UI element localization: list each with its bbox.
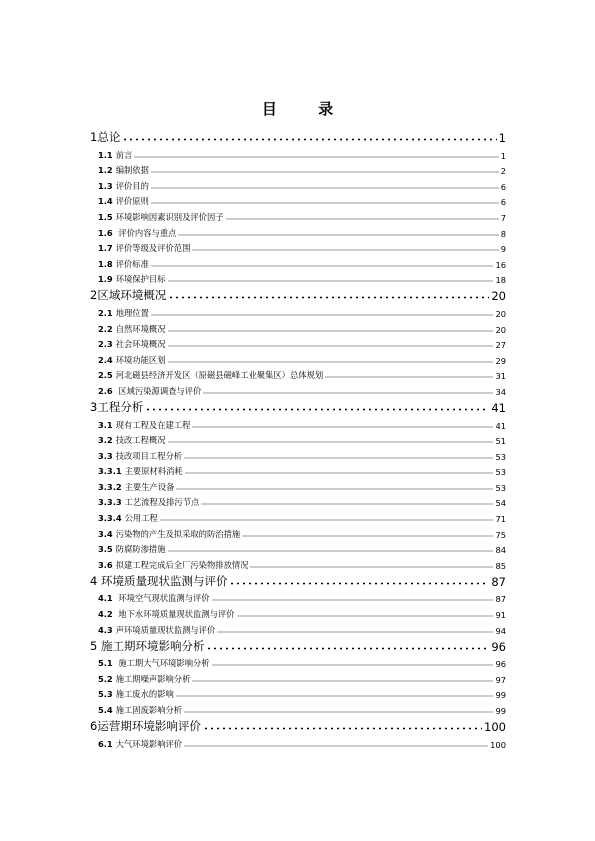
toc-dot-leader (242, 531, 493, 537)
toc-dot-leader (160, 515, 494, 521)
toc-page-number: 41 (491, 400, 506, 415)
toc-entry-number: 2.5 (98, 370, 113, 381)
toc-entry-number: 5 (90, 638, 98, 653)
toc-entry-number: 3.3.2 (98, 481, 122, 492)
toc-entry-text (90, 434, 166, 446)
toc-chapter-entry[interactable] (90, 127, 506, 145)
toc-entry-text (90, 180, 149, 192)
toc-dot-leader (151, 198, 499, 204)
toc-section-entry[interactable] (90, 446, 506, 462)
toc-section-entry[interactable] (90, 604, 506, 620)
toc-dot-leader (168, 357, 494, 363)
toc-entry-title: 评价等级及评价范围 (115, 243, 191, 254)
toc-entry-title: 评价内容与重点 (115, 227, 177, 238)
toc-entry-text (90, 195, 149, 207)
toc-entry-text (90, 419, 190, 431)
toc-entry-text (90, 528, 240, 540)
toc-chapter-entry[interactable] (90, 397, 506, 415)
toc-page-number: 100 (484, 720, 506, 734)
toc-entry-title: 大气环境影响评价 (115, 738, 183, 749)
toc-entry-number: 5.2 (98, 673, 113, 684)
toc-section-entry[interactable] (90, 415, 506, 431)
toc-entry-title: 评价目的 (115, 180, 149, 191)
toc-page-number: 87 (491, 574, 506, 589)
toc-entry-text (90, 543, 166, 555)
toc-section-entry[interactable] (90, 589, 506, 605)
toc-dot-leader (192, 245, 498, 251)
toc-dot-leader (168, 326, 494, 332)
toc-dot-leader (134, 152, 498, 158)
toc-entry-number: 2.4 (98, 354, 113, 365)
toc-page-number: 53 (495, 482, 506, 493)
toc-entry-title: 施工期噪声影响分析 (115, 673, 191, 684)
toc-entry-number: 1.4 (98, 196, 113, 207)
toc-page-number: 54 (495, 498, 506, 509)
toc-dot-leader (184, 707, 493, 713)
toc-entry-number: 1.3 (98, 180, 113, 191)
toc-section-entry[interactable] (90, 145, 506, 161)
toc-dot-leader (192, 422, 493, 428)
toc-entry-number: 2.3 (98, 339, 113, 350)
toc-page-number: 100 (490, 739, 506, 750)
toc-entry-title: 运营期环境影响评价 (97, 719, 201, 733)
toc-section-entry[interactable] (90, 734, 506, 750)
toc-page-number: 27 (495, 340, 506, 351)
toc-section-entry[interactable] (90, 555, 506, 571)
toc-dot-leader (176, 691, 494, 697)
toc-page-number: 84 (495, 545, 506, 556)
toc-dot-leader (178, 230, 498, 236)
toc-entry-number: 3.3.4 (98, 513, 122, 524)
toc-dot-leader (151, 310, 494, 316)
toc-entry-text (90, 624, 215, 636)
toc-page-number: 20 (495, 308, 506, 319)
toc-entry-title: 区域污染源调查与评价 (115, 385, 202, 396)
toc-entry-title: 地下水环境质量现状监测与评价 (115, 609, 235, 620)
toc-entry-number: 3.3.1 (98, 466, 122, 477)
toc-section-entry[interactable] (90, 335, 506, 351)
toc-page-number: 6 (500, 181, 506, 192)
toc-page-number: 2 (500, 166, 506, 177)
toc-entry-number: 4.2 (98, 609, 113, 620)
toc-entry-text (90, 164, 149, 176)
toc-page-number: 99 (495, 706, 506, 716)
toc-section-entry[interactable] (90, 685, 506, 701)
toc-dot-leader (122, 129, 496, 141)
table-of-contents (90, 127, 506, 750)
page-title: 目 录 (261, 100, 352, 118)
toc-dot-leader (212, 660, 494, 666)
toc-entry-title: 编制依据 (115, 165, 149, 176)
toc-entry-text (90, 718, 201, 734)
toc-page-number: 31 (495, 371, 506, 382)
toc-page-number: 34 (495, 386, 506, 397)
toc-entry-number: 2.6 (98, 385, 113, 396)
toc-entry-number: 6 (90, 719, 98, 733)
toc-entry-number: 3.6 (98, 559, 113, 570)
toc-section-entry[interactable] (90, 462, 506, 478)
toc-section-entry[interactable] (90, 669, 506, 685)
toc-section-entry[interactable] (90, 493, 506, 509)
toc-dot-leader (176, 484, 493, 490)
toc-entry-title: 声环境质量现状监测与评价 (115, 624, 216, 635)
toc-entry-number: 1 (90, 130, 98, 144)
toc-entry-text (90, 227, 176, 239)
toc-section-entry[interactable] (90, 431, 506, 447)
toc-dot-leader (151, 167, 499, 173)
toc-section-entry[interactable] (90, 176, 506, 192)
toc-section-entry[interactable] (90, 477, 506, 493)
toc-entry-number: 1.8 (98, 258, 113, 269)
toc-entry-text (90, 657, 210, 669)
toc-section-entry[interactable] (90, 223, 506, 239)
toc-dot-leader (237, 611, 494, 617)
toc-entry-title: 总论 (97, 130, 121, 144)
toc-entry-number: 5.3 (98, 689, 113, 700)
toc-entry-number: 3.4 (98, 528, 113, 539)
toc-entry-text (90, 608, 235, 620)
toc-entry-text (90, 638, 204, 654)
toc-dot-leader (168, 287, 489, 299)
toc-dot-leader (212, 595, 494, 601)
toc-dot-leader (151, 183, 499, 189)
toc-entry-number: 5.1 (98, 658, 113, 669)
toc-entry-number: 1.2 (98, 165, 113, 176)
toc-chapter-entry[interactable] (90, 571, 506, 589)
toc-entry-title: 环境质量现状监测与评价 (97, 573, 228, 588)
toc-entry-text (90, 496, 199, 508)
toc-section-entry[interactable] (90, 654, 506, 670)
toc-page-number: 6 (500, 197, 506, 208)
toc-page-number: 91 (495, 610, 506, 621)
toc-entry-title: 施工固废影响分析 (115, 705, 183, 715)
toc-entry-title: 现有工程及在建工程 (115, 419, 191, 430)
toc-section-entry[interactable] (90, 254, 506, 270)
toc-entry-text (90, 338, 166, 350)
toc-entry-number: 5.4 (98, 705, 113, 715)
toc-page-number: 29 (495, 355, 506, 366)
toc-dot-leader (250, 562, 493, 568)
toc-dot-leader (229, 573, 489, 585)
toc-page-number: 51 (495, 436, 506, 447)
toc-entry-number: 3 (90, 399, 98, 414)
toc-entry-text (90, 149, 132, 161)
toc-entry-text (90, 450, 182, 462)
toc-page-number: 20 (491, 289, 506, 304)
toc-entry-title: 地理位置 (115, 307, 149, 318)
toc-entry-number: 3.3 (98, 450, 113, 461)
toc-dot-leader (184, 453, 493, 459)
toc-page-number: 7 (500, 212, 506, 223)
toc-section-entry[interactable] (90, 303, 506, 319)
toc-entry-text (90, 512, 158, 524)
toc-entry-title: 环境功能区划 (115, 354, 166, 365)
toc-entry-text (90, 211, 224, 223)
toc-entry-title: 施工废水的影响 (115, 689, 174, 700)
toc-entry-number: 1.7 (98, 243, 113, 254)
toc-page-number: 96 (491, 639, 506, 654)
toc-entry-title: 主要原材料消耗 (124, 466, 183, 477)
toc-dot-leader (192, 676, 493, 682)
toc-dot-leader (168, 546, 494, 552)
toc-page-number: 97 (495, 674, 506, 685)
toc-dot-leader (145, 399, 489, 411)
toc-section-entry[interactable] (90, 620, 506, 636)
toc-section-entry[interactable] (90, 207, 506, 223)
toc-entry-number: 3.5 (98, 544, 113, 555)
toc-page-number: 16 (495, 259, 506, 270)
toc-entry-text (90, 307, 149, 319)
toc-entry-title: 技改工程概况 (115, 435, 166, 446)
toc-entry-text (90, 242, 190, 254)
toc-entry-number: 3.3.3 (98, 497, 122, 508)
toc-entry-text (90, 129, 120, 145)
toc-page-number: 8 (500, 228, 506, 239)
toc-entry-number: 4.3 (98, 624, 113, 635)
toc-section-entry[interactable] (90, 366, 506, 382)
toc-entry-title: 公用工程 (124, 513, 158, 524)
toc-entry-title: 环境空气现状监测与评价 (115, 593, 210, 604)
toc-dot-leader (226, 214, 499, 220)
toc-dot-leader (203, 718, 482, 730)
toc-page-number: 71 (495, 514, 506, 525)
toc-entry-text (90, 738, 182, 750)
toc-entry-number: 1.1 (98, 149, 113, 160)
toc-section-entry[interactable] (90, 524, 506, 540)
toc-page-number: 1 (500, 150, 506, 161)
toc-entry-title: 前言 (115, 149, 133, 160)
toc-entry-text (90, 369, 323, 381)
toc-entry-text (90, 385, 201, 397)
toc-dot-leader (168, 276, 494, 282)
toc-section-entry[interactable] (90, 540, 506, 556)
toc-entry-title: 自然环境概况 (115, 323, 166, 334)
toc-page-number: 18 (495, 275, 506, 286)
toc-entry-number: 2.2 (98, 323, 113, 334)
toc-entry-title: 社会环境概况 (115, 339, 166, 350)
toc-entry-number: 4.1 (98, 593, 113, 604)
toc-page-number: 96 (495, 659, 506, 670)
toc-entry-number: 3.1 (98, 419, 113, 430)
toc-entry-title: 环境保护目标 (115, 274, 166, 285)
toc-entry-text (90, 399, 143, 415)
toc-entry-text (90, 287, 166, 303)
toc-dot-leader (203, 388, 493, 394)
toc-section-entry[interactable] (90, 700, 506, 716)
toc-entry-title: 施工期环境影响分析 (97, 638, 205, 653)
toc-section-entry[interactable] (90, 319, 506, 335)
toc-section-entry[interactable] (90, 508, 506, 524)
toc-entry-title: 区域环境概况 (97, 288, 167, 303)
toc-page-number: 85 (495, 560, 506, 571)
toc-page-number: 41 (495, 420, 506, 431)
toc-entry-number: 6.1 (98, 738, 113, 749)
toc-section-entry[interactable] (90, 381, 506, 397)
toc-entry-title: 污染物的产生及拟采取的防治措施 (115, 528, 241, 539)
toc-entry-title: 工艺流程及排污节点 (124, 497, 200, 508)
toc-entry-text (90, 481, 174, 493)
toc-dot-leader (168, 341, 494, 347)
toc-entry-text (90, 688, 174, 700)
toc-dot-leader (325, 372, 493, 378)
toc-entry-number: 2.1 (98, 307, 113, 318)
toc-entry-number: 1.6 (98, 227, 113, 238)
toc-entry-title: 工程分析 (97, 399, 144, 414)
toc-entry-title: 环境影响因素识别及评价因子 (115, 211, 224, 222)
toc-section-entry[interactable] (90, 161, 506, 177)
toc-entry-title: 主要生产设备 (124, 481, 175, 492)
toc-dot-leader (201, 499, 493, 505)
toc-dot-leader (217, 627, 493, 633)
toc-entry-title: 评价原则 (115, 196, 149, 207)
toc-page-number: 20 (495, 324, 506, 335)
toc-entry-text (90, 258, 149, 270)
toc-entry-title: 评价标准 (115, 258, 149, 269)
toc-section-entry[interactable] (90, 192, 506, 208)
toc-page-number: 75 (495, 529, 506, 540)
toc-page-number: 9 (500, 244, 506, 255)
toc-entry-number: 1.9 (98, 274, 113, 285)
toc-page-number: 94 (495, 625, 506, 636)
toc-dot-leader (185, 468, 494, 474)
toc-entry-title: 技改项目工程分析 (115, 450, 183, 461)
toc-entry-number: 1.5 (98, 211, 113, 222)
toc-entry-number: 2 (90, 288, 98, 303)
toc-entry-text (90, 323, 166, 335)
toc-entry-title: 防腐防渗措施 (115, 544, 166, 555)
toc-page-number: 53 (495, 467, 506, 478)
toc-dot-leader (184, 741, 488, 747)
toc-entry-number: 4 (90, 573, 98, 588)
toc-entry-text (90, 465, 183, 477)
toc-entry-title: 河北磁县经济开发区（原磁县磁峰工业聚集区）总体规划 (115, 370, 324, 381)
toc-entry-text (90, 354, 166, 366)
toc-entry-title: 施工期大气环境影响分析 (115, 658, 210, 669)
toc-entry-title: 拟建工程完成后全厂污染物排放情况 (115, 559, 249, 570)
toc-page-number: 53 (495, 451, 506, 462)
toc-entry-text (90, 273, 166, 285)
toc-section-entry[interactable] (90, 239, 506, 255)
toc-page-number: 99 (495, 690, 506, 701)
toc-entry-text (90, 673, 190, 685)
toc-entry-text (90, 592, 210, 604)
toc-chapter-entry[interactable] (90, 285, 506, 303)
toc-section-entry[interactable] (90, 350, 506, 366)
toc-dot-leader (206, 638, 489, 650)
toc-section-entry[interactable] (90, 270, 506, 286)
toc-entry-text (90, 573, 227, 589)
toc-entry-text (90, 704, 182, 716)
toc-entry-text (90, 559, 248, 571)
toc-dot-leader (168, 437, 494, 443)
toc-page-number: 1 (498, 131, 506, 145)
toc-entry-number: 3.2 (98, 435, 113, 446)
toc-chapter-entry[interactable] (90, 716, 506, 734)
toc-dot-leader (151, 261, 494, 267)
toc-chapter-entry[interactable] (90, 636, 506, 654)
toc-page-number: 87 (495, 594, 506, 605)
